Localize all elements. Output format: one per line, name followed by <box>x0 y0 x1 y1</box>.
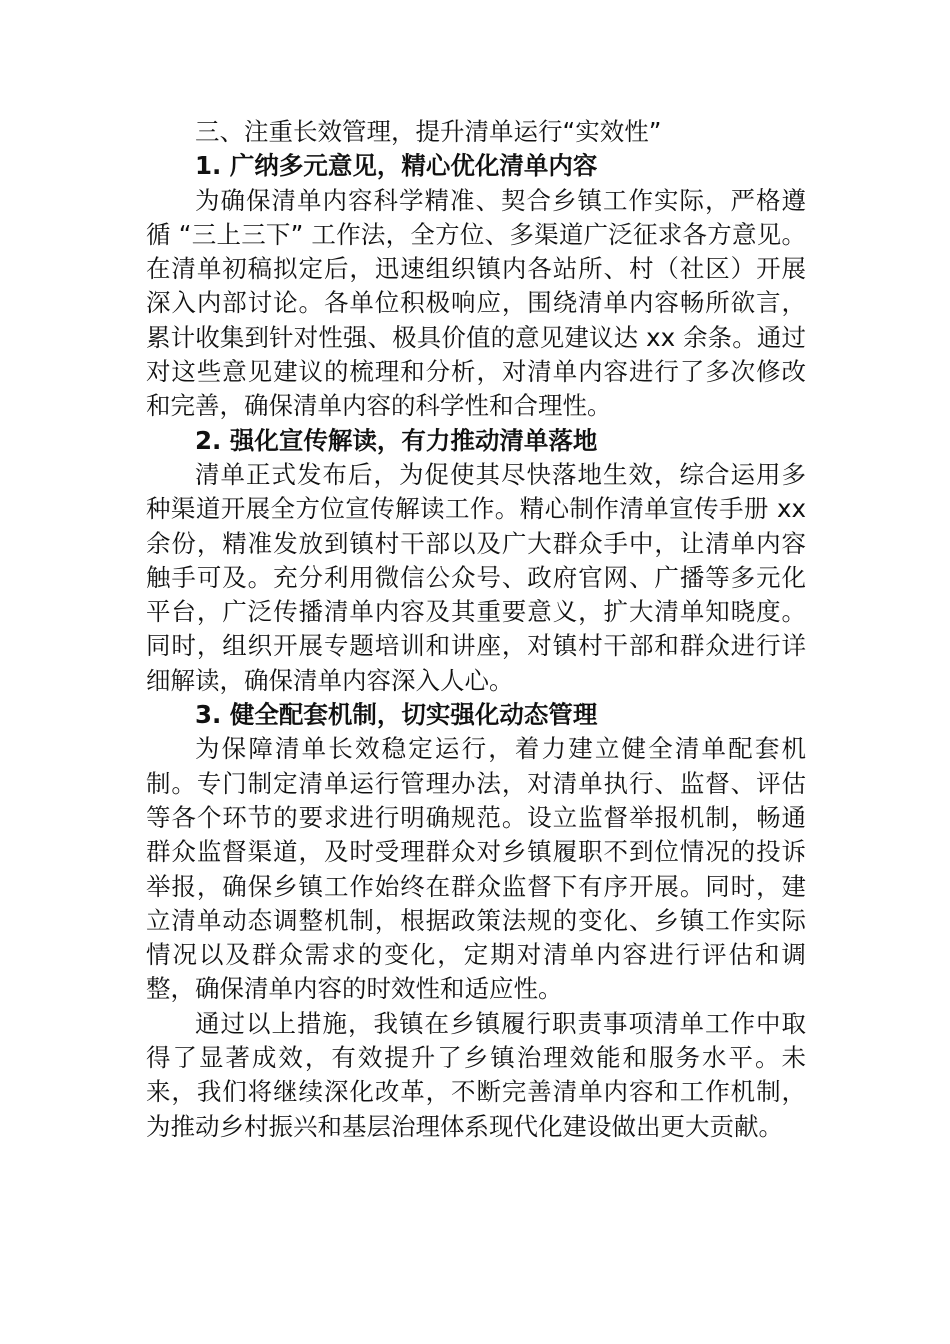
subsection-heading-1: 1. 广纳多元意见，精心优化清单内容 <box>195 151 598 181</box>
conclusion-paragraph: 通过以上措施，我镇在乡镇履行职责事项清单工作中取得了显著成效，有效提升了乡镇治理效能和服务水平。未来，我们将继续深化改革，不断完善清单内容和工作机制，为推动乡村振兴和基层治理体系现代化建设做出更大贡献。 <box>146 1008 806 1141</box>
subsection-heading-3: 3. 健全配套机制，切实强化动态管理 <box>195 700 598 730</box>
document-body <box>146 115 806 1144</box>
section-title: 三、注重长效管理，提升清单运行“实效性” <box>195 117 662 146</box>
subsection-paragraph-1: 为确保清单内容科学精准、契合乡镇工作实际，严格遵循 “三上三下” 工作法，全方位、多渠道广泛征求各方意见。在清单初稿拟定后，迅速组织镇内各站所、村（社区）开展深入内部讨论。各单位积极响应，围绕清单内容畅所欲言，累计收集到针对性强、极具价值的意见建议达 xx 余条。通过对这些意见建议的梳理和分析，对清单内容进行了多次修改和完善，确保清单内容的科学性和合理性。 <box>146 185 806 421</box>
subsection-paragraph-2: 清单正式发布后，为促使其尽快落地生效，综合运用多种渠道开展全方位宣传解读工作。精心制作清单宣传手册 xx 余份，精准发放到镇村干部以及广大群众手中，让清单内容触手可及。充分利用微信公众号、政府官网、广播等多元化平台，广泛传播清单内容及其重要意义，扩大清单知晓度。同时，组织开展专题培训和讲座，对镇村干部和群众进行详细解读，确保清单内容深入人心。 <box>146 459 806 695</box>
subsection-heading-2: 2. 强化宣传解读，有力推动清单落地 <box>195 425 598 455</box>
subsection-paragraph-3: 为保障清单长效稳定运行，着力建立健全清单配套机制。专门制定清单运行管理办法，对清单执行、监督、评估等各个环节的要求进行明确规范。设立监督举报机制，畅通群众监督渠道，及时受理群众对乡镇履职不到位情况的投诉举报，确保乡镇工作始终在群众监督下有序开展。同时，建立清单动态调整机制，根据政策法规的变化、乡镇工作实际情况以及群众需求的变化，定期对清单内容进行评估和调整，确保清单内容的时效性和适应性。 <box>146 734 806 1004</box>
